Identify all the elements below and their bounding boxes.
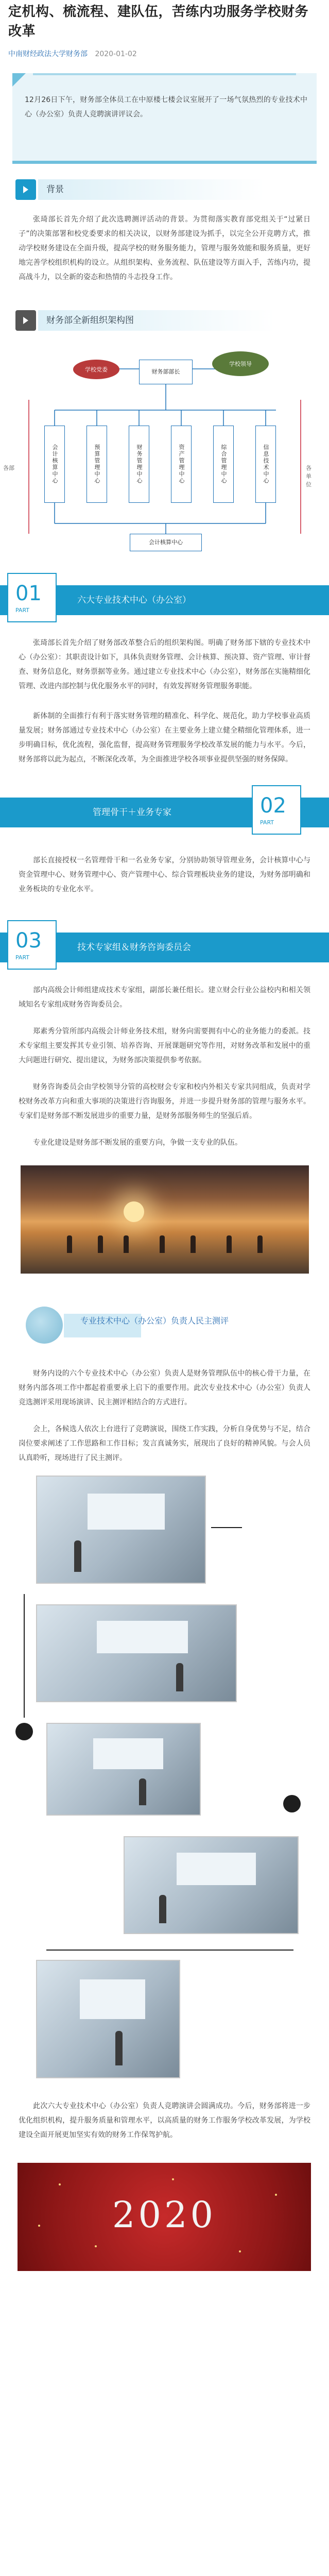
part-3-banner xyxy=(0,928,329,962)
corner-decoration xyxy=(12,73,26,87)
part-title: 六大专业技术中心（办公室） xyxy=(77,595,191,605)
flow-line xyxy=(46,1950,293,1951)
flow-line xyxy=(24,1594,25,1718)
person-silhouette xyxy=(257,1235,263,1253)
top-decoration-bar xyxy=(33,73,296,75)
part-number: 02 xyxy=(260,793,286,818)
org-center-node: 会计核算中心 xyxy=(44,426,65,503)
speaker-figure xyxy=(139,1778,146,1806)
org-center-node: 预算管理中心 xyxy=(86,426,107,503)
person-silhouette xyxy=(191,1235,196,1253)
person-silhouette xyxy=(67,1235,72,1253)
school-leader-node: 学校领导 xyxy=(212,351,269,376)
background-body xyxy=(0,212,329,284)
year-text: 2020 xyxy=(112,2194,217,2236)
department-head-node: 财务部部长 xyxy=(139,360,193,384)
article-title: 定机构、梳流程、建队伍，苦练内功服务学校财务改革 xyxy=(8,4,309,39)
part-number-box xyxy=(252,785,301,835)
speech-photo xyxy=(124,1836,299,1934)
speaker-figure xyxy=(176,1663,183,1692)
paragraph: 财务内设的六个专业技术中心（办公室）负责人是财务管理队伍中的核心骨干力量，在财务内部各项工作中都起着重要承上启下的重要作用。此次专业技术中心（办公室）负责人竞选测评采用现场演讲、民主测评相结合的方式进行。 xyxy=(19,1369,310,1406)
paragraph: 张琦部长首先介绍了此次选聘测评活动的背景。为贯彻落实教育部党组关于“过紧日子”的决策部署和校党委要求的相关决议，以财务部建设为抓手，以完全公开竞聘方式，推动学校财务建设在全面升级，提高学校的财务服务能力，管理与服务效能和服务质量，更好地完善学校组织机构的设立。从组织架构、业务流程、队伍建设等方面入手，苦练内功，提高战斗力，以全新的姿态和热情的斗志投身工作。 xyxy=(19,215,310,281)
part-number: 01 xyxy=(15,581,42,605)
flow-arrow xyxy=(211,1527,242,1528)
sparkle xyxy=(38,2225,40,2227)
org-center-node: 财务管理中心 xyxy=(129,426,149,503)
timeline-dot xyxy=(283,1795,301,1812)
projection-screen xyxy=(88,1494,165,1530)
org-center-node: 信息技术中心 xyxy=(255,426,276,503)
play-icon xyxy=(15,179,36,200)
org-chart xyxy=(3,348,311,554)
projection-screen xyxy=(80,1979,145,2019)
org-center-node: 综合管理中心 xyxy=(213,426,234,503)
part-3-body xyxy=(0,983,329,1150)
part-number-box xyxy=(7,920,57,970)
speaker-figure xyxy=(115,2031,123,2066)
new-year-banner xyxy=(18,2163,311,2271)
part-1-body xyxy=(0,636,329,767)
section-title: 背景 xyxy=(38,179,265,200)
paragraph: 财务咨询委员会由学校领导分管的高校财会专家和校内外相关专家共同组成，负责对学校财务改革方向和重大事项的决策进行咨询服务，并进一步提升财务部的管理与服务水平。专家们是财务部不断发展进步的重要力量，是财务部服务师生的坚强后盾。 xyxy=(19,1083,310,1120)
paragraph: 部内高级会计师组建成技术专家组，副部长兼任组长。建立财会行业公益校内和相关领域知名专家组成财务咨询委员会。 xyxy=(19,986,310,1009)
sparkle xyxy=(275,2194,277,2196)
part-number: 03 xyxy=(15,928,42,953)
section-header-background xyxy=(15,179,329,200)
profile-section-header xyxy=(21,1304,309,1356)
speaker-figure xyxy=(74,1540,81,1572)
speech-photo xyxy=(46,1723,201,1816)
projection-screen xyxy=(177,1853,256,1885)
final-body xyxy=(0,2099,329,2142)
paragraph: 新体制的全面推行有利于落实财务管理的精准化、科学化、规范化，助力学校事业高质量发展；财务部通过专业技术中心（办公室）在主要业务上建立健全精细化管理体系，进一步明确目标，优化流程，强化监督，提高财务管理服务学校改革发展的能力与水平。今后，财务部将以此为起点，不断深化改革，为全面推进学校各项事业提供坚强的财务保障。 xyxy=(19,712,310,764)
part-title: 技术专家组＆财务咨询委员会 xyxy=(77,942,191,953)
part-label: PART xyxy=(15,954,30,961)
paragraph: 郑素秀分管所部内高级会计师业务技术组，财务向需要拥有中心的业务能力的委派。技术专家组主要发挥其专业引领、培养咨询、开展课题研究等作用，对财务改革和发展中的重大问题进行研究、提出建议，为财务部决策提供参考依据。 xyxy=(19,1027,310,1064)
sparkle xyxy=(59,2183,61,2185)
section-header-org xyxy=(15,310,329,333)
paragraph: 此次六大专业技术中心（办公室）负责人竞聘演讲会圆满成功。今后，财务部将进一步优化组织机构，提升服务质量和管理水平，以高质量的财务工作服务学校改革发展，为学校建设全面开展更加坚实有效的财务工作保驾护航。 xyxy=(19,2102,310,2139)
account-name-link[interactable]: 中南财经政法大学财务部 xyxy=(8,50,88,58)
part-2-banner xyxy=(0,793,329,827)
sparkle xyxy=(95,2245,97,2247)
section-title: 财务部全新组织架构图 xyxy=(38,310,275,331)
paragraph: 会上，各候选人依次上台进行了竞聘演说，围绕工作实践，分析自身优势与不足，结合岗位要求阐述了工作思路和工作目标；发言真诚务实，展现出了良好的精神风貌。与会人员认真聆听，现场进行了民主测评。 xyxy=(19,1425,310,1462)
part-title: 管理骨干＋业务专家 xyxy=(93,807,171,818)
left-side-label: 各部 xyxy=(3,465,14,471)
bottom-decoration-bar xyxy=(12,161,317,164)
paragraph: 张琦部长首先介绍了财务部改革整合后的组织架构图。明确了财务部下辖的专业技术中心（办公室）：其职责设计如下，具体负责财务管理、会计核算、预决算、资产管理、审计督查、财务信息化，财务票据等业务。通过建立专业技术中心（办公室），财务部在实施精细化管理、改进内部控制与优化服务水平的同时，有效发挥财务管理服务职能。 xyxy=(19,639,310,690)
play-icon xyxy=(15,310,36,331)
person-silhouette xyxy=(98,1235,103,1253)
profile-circle-decoration xyxy=(26,1307,63,1344)
speech-photo xyxy=(36,1960,180,2078)
right-side-label: 各单位 xyxy=(306,465,311,488)
article-meta xyxy=(0,41,329,59)
sun-decoration xyxy=(124,1201,144,1222)
part-2-body xyxy=(0,853,329,896)
part-1-banner xyxy=(0,581,329,615)
sparkle xyxy=(172,2178,174,2180)
org-center-node: 资产管理中心 xyxy=(171,426,192,503)
sunset-team-photo xyxy=(21,1165,309,1274)
person-silhouette xyxy=(227,1235,232,1253)
speaker-figure xyxy=(159,1895,166,1924)
bottom-center-node: 会计核算中心 xyxy=(130,534,202,551)
timeline-dot xyxy=(15,1723,33,1740)
lead-paragraph: 12月26日下午，财务部全体员工在中原楼七楼会议室展开了一场气氛热烈的专业技术中心（办公室）负责人竞聘演讲评议会。 xyxy=(25,96,307,118)
projection-screen xyxy=(93,1738,163,1769)
sparkle xyxy=(239,2250,241,2252)
paragraph: 部长直接授权一名管理骨干和一名业务专家，分别协助领导管理业务，会计核算中心与资金管理中心、财务管理中心、资产管理中心、综合管理板块业务的建设，为财务部明确和业务板块的专业化水平。 xyxy=(19,856,310,893)
publish-date: 2020-01-02 xyxy=(95,50,137,58)
person-silhouette xyxy=(124,1235,129,1253)
person-silhouette xyxy=(160,1235,165,1253)
party-committee-node: 学校党委 xyxy=(73,360,119,379)
speech-photo xyxy=(36,1476,206,1584)
projection-screen xyxy=(97,1621,188,1653)
lead-box xyxy=(12,73,317,164)
speech-photo xyxy=(36,1604,237,1702)
speech-photo-gallery xyxy=(15,1476,314,2083)
evaluation-body xyxy=(0,1366,329,1465)
part-label: PART xyxy=(260,819,274,826)
part-number-box xyxy=(7,573,57,622)
part-label: PART xyxy=(15,606,30,614)
paragraph: 专业化建设是财务部不断发展的重要方向，争做一支专业的队伍。 xyxy=(33,1139,242,1147)
profile-title: 专业技术中心（办公室）负责人民主测评 xyxy=(80,1316,229,1326)
